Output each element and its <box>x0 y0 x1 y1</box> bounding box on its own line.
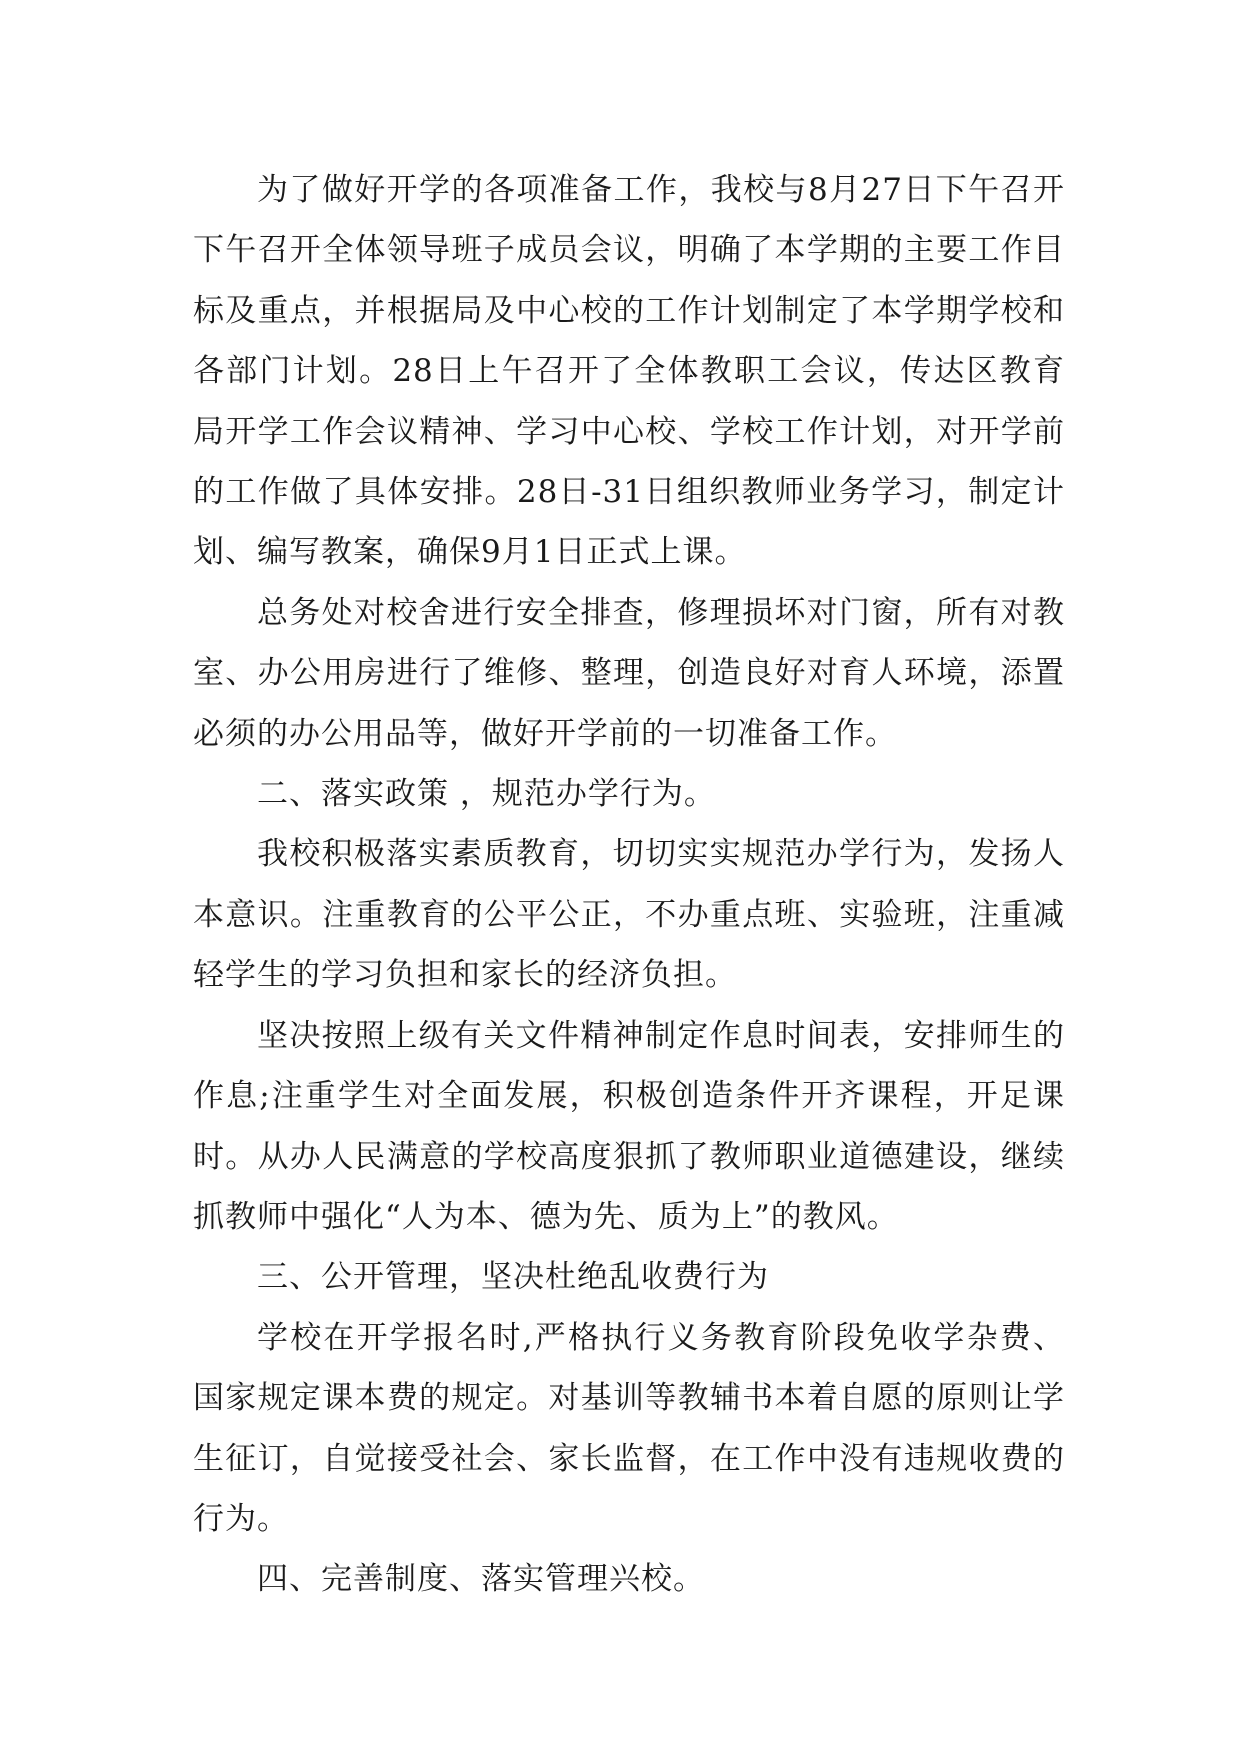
section-heading-2: 二、落实政策 ，规范办学行为。 <box>257 776 716 813</box>
section-heading-3: 三、公开管理，坚决杜绝乱收费行为 <box>257 1259 769 1296</box>
section-heading-4: 四、完善制度、落实管理兴校。 <box>257 1561 705 1598</box>
paragraph-quality-education: 我校积极落实素质教育，切切实实规范办学行为，发扬人本意识。注重教育的公平公正，不办重点班、实验班，注重减轻学生的学习负担和家长的经济负担。 <box>193 836 1065 994</box>
paragraph-general-affairs: 总务处对校舍进行安全排查，修理损坏对门窗，所有对教室、办公用房进行了维修、整理，创造良好对育人环境，添置必须的办公用品等，做好开学前的一切准备工作。 <box>193 594 1065 752</box>
paragraph-fees: 学校在开学报名时,严格执行义务教育阶段免收学杂费、国家规定课本费的规定。对基训等教辅书本着自愿的原则让学生征订，自觉接受社会、家长监督，在工作中没有违规收费的行为。 <box>193 1319 1065 1537</box>
document-body <box>193 160 1065 1610</box>
paragraph-opening-preparation: 为了做好开学的各项准备工作，我校与8月27日下午召开下午召开全体领导班子成员会议，明确了本学期的主要工作目标及重点，并根据局及中心校的工作计划制定了本学期学校和各部门计划。28日上午召开了全体教职工会议，传达区教育局开学工作会议精神、学习中心校、学校工作计划，对开学前的工作做了具体安排。28日-31日组织教师业务学习，制定计划、编写教案，确保9月1日正式上课。 <box>193 172 1065 571</box>
paragraph-schedule: 坚决按照上级有关文件精神制定作息时间表，安排师生的作息;注重学生对全面发展，积极创造条件开齐课程，开足课时。从办人民满意的学校高度狠抓了教师职业道德建设，继续抓教师中强化“人为本、德为先、质为上”的教风。 <box>193 1017 1065 1235</box>
